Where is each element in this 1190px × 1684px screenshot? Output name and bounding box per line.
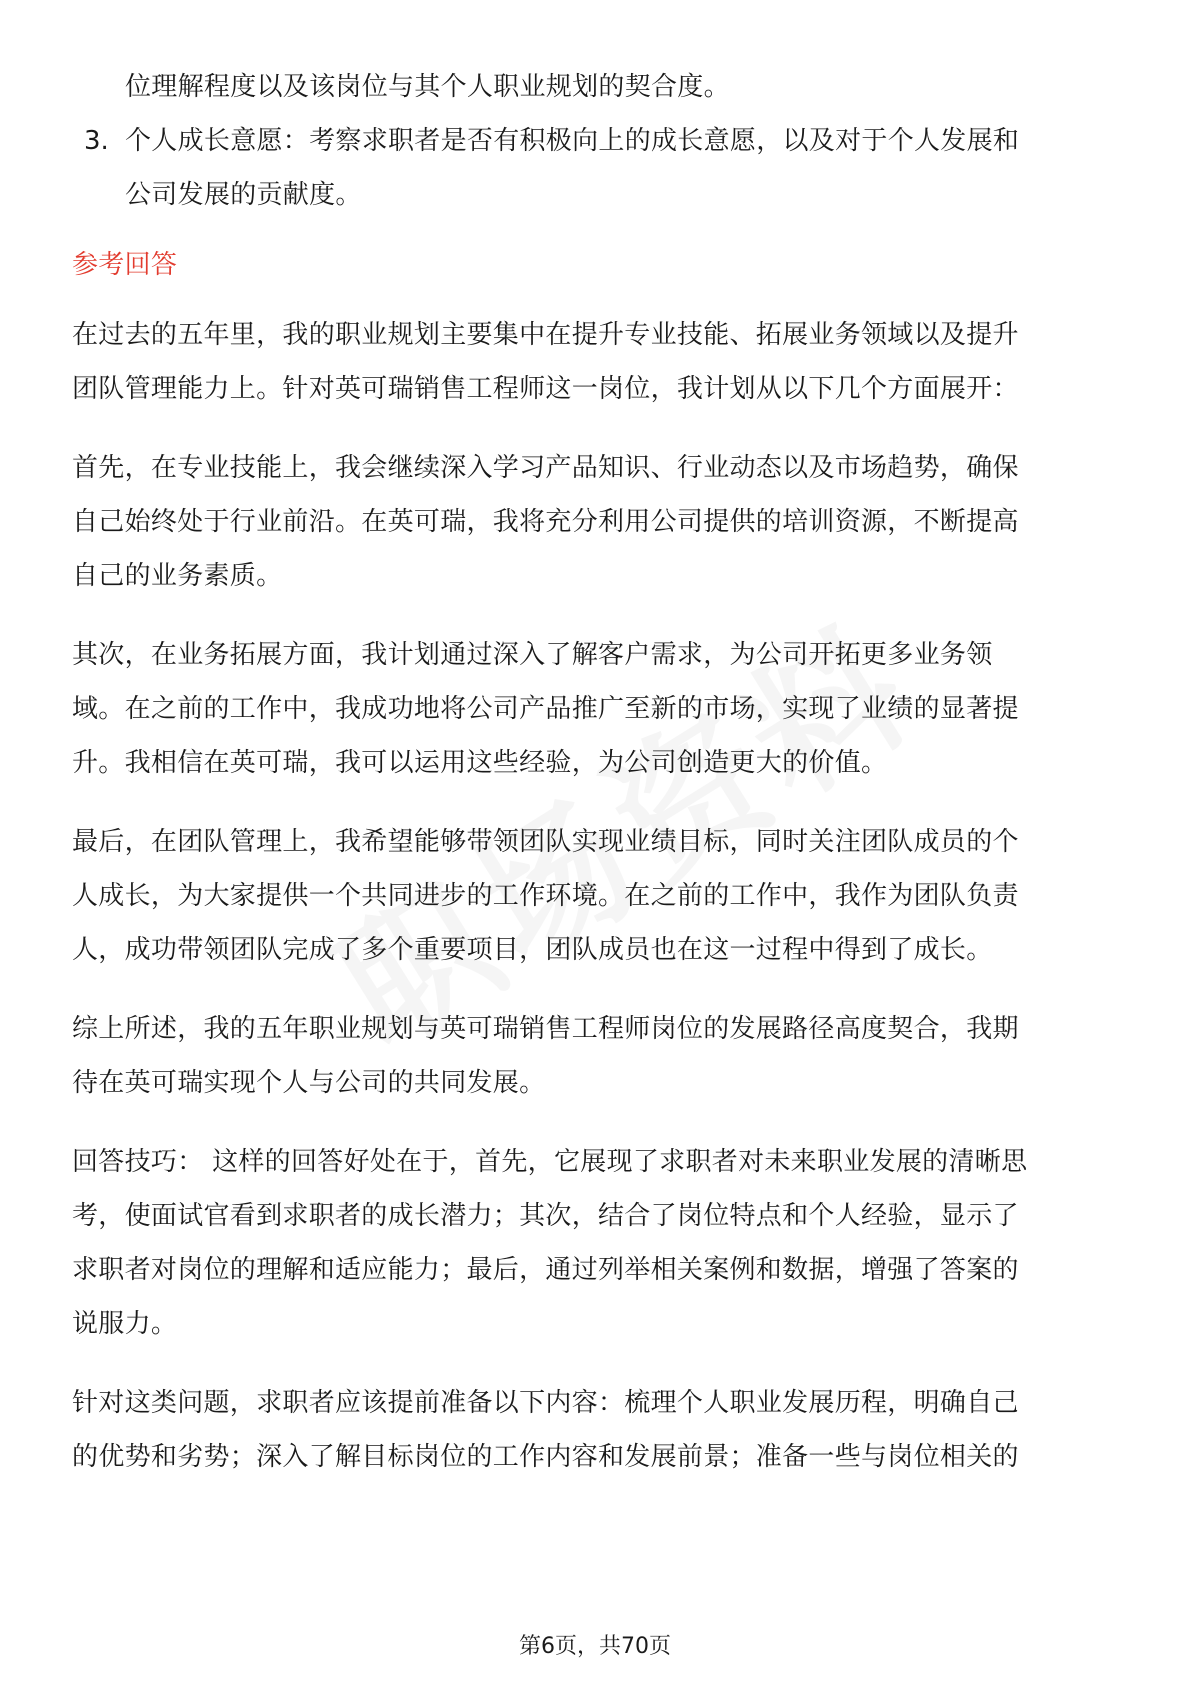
paragraph-line: 回答技巧： 这样的回答好处在于，首先，它展现了求职者对未来职业发展的清晰思 <box>72 1147 1028 1177</box>
paragraph-line: 考，使面试官看到求职者的成长潜力；其次，结合了岗位特点和个人经验，显示了 <box>72 1201 1019 1231</box>
paragraph-line: 升。我相信在英可瑞，我可以运用这些经验，为公司创造更大的价值。 <box>72 748 888 778</box>
paragraph-line: 自己始终处于行业前沿。在英可瑞，我将充分利用公司提供的培训资源，不断提高 <box>72 507 1019 537</box>
paragraph-line: 的优势和劣势；深入了解目标岗位的工作内容和发展前景；准备一些与岗位相关的 <box>72 1442 1019 1472</box>
paragraph-line: 首先，在专业技能上，我会继续深入学习产品知识、行业动态以及市场趋势，确保 <box>72 453 1019 483</box>
paragraph-line: 综上所述，我的五年职业规划与英可瑞销售工程师岗位的发展路径高度契合，我期 <box>72 1014 1019 1044</box>
paragraph-line: 域。在之前的工作中，我成功地将公司产品推广至新的市场，实现了业绩的显著提 <box>72 694 1019 724</box>
page-number-footer: 第6页，共70页 <box>519 1634 671 1659</box>
list-number-3: 3. <box>84 126 109 156</box>
list-item-3-line-2: 公司发展的贡献度。 <box>125 180 362 210</box>
paragraph-line: 自己的业务素质。 <box>72 561 283 591</box>
list-item-2-continuation: 位理解程度以及该岗位与其个人职业规划的契合度。 <box>125 72 730 102</box>
list-item-3-line-1: 个人成长意愿：考察求职者是否有积极向上的成长意愿，以及对于个人发展和 <box>125 126 1020 156</box>
paragraph-line: 在过去的五年里，我的职业规划主要集中在提升专业技能、拓展业务领域以及提升 <box>72 320 1019 350</box>
paragraph-line: 待在英可瑞实现个人与公司的共同发展。 <box>72 1068 546 1098</box>
paragraph-line: 人成长，为大家提供一个共同进步的工作环境。在之前的工作中，我作为团队负责 <box>72 881 1019 911</box>
paragraph-line: 团队管理能力上。针对英可瑞销售工程师这一岗位，我计划从以下几个方面展开： <box>72 374 1019 404</box>
paragraph-line: 最后，在团队管理上，我希望能够带领团队实现业绩目标，同时关注团队成员的个 <box>72 827 1019 857</box>
paragraph-line: 人，成功带领团队完成了多个重要项目，团队成员也在这一过程中得到了成长。 <box>72 935 993 965</box>
paragraph-line: 说服力。 <box>72 1309 178 1339</box>
paragraph-line: 针对这类问题，求职者应该提前准备以下内容：梳理个人职业发展历程，明确自己 <box>72 1388 1019 1418</box>
paragraph-line: 求职者对岗位的理解和适应能力；最后，通过列举相关案例和数据，增强了答案的 <box>72 1255 1019 1285</box>
paragraph-line: 其次，在业务拓展方面，我计划通过深入了解客户需求，为公司开拓更多业务领 <box>72 640 993 670</box>
section-heading: 参考回答 <box>72 250 178 280</box>
